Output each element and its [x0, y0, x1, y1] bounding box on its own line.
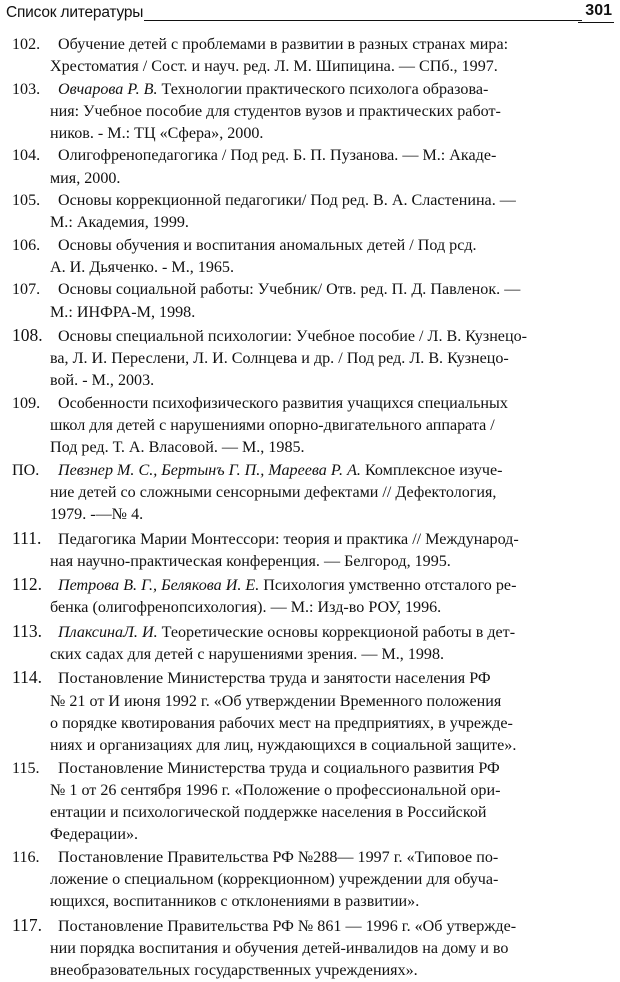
reference-line [12, 573, 614, 597]
reference-line [12, 802, 614, 824]
reference-number: 115. [12, 759, 40, 777]
reference-line [12, 869, 614, 891]
reference-number: 102. [12, 36, 41, 53]
reference-text: Хрестоматия / Сост. и науч. ред. Л. М. Шипицина. — СПб., 1997. [50, 58, 498, 76]
reference-number: 112. [12, 574, 42, 595]
reference-text: Технологии практического психолога образова- [157, 80, 489, 98]
reference-text: Обучение детей с проблемами в развитии в разных странах мира: [58, 36, 509, 53]
reference-text: Педагогика Марии Монтессори: теория и практика // Международ- [58, 530, 519, 548]
reference-number: 114. [12, 667, 42, 688]
reference-text: ложение о специальном (коррекционном) учреждении для обуча- [50, 870, 499, 888]
reference-entry [12, 847, 614, 914]
reference-line [12, 758, 614, 780]
reference-number: ПО. [12, 461, 40, 479]
reference-line [12, 190, 614, 212]
reference-text: М.: ИНФРА-М, 1998. [50, 303, 196, 321]
reference-text: Психология умственно отсталого ре- [259, 577, 517, 595]
reference-line [12, 847, 614, 869]
reference-line [12, 527, 614, 551]
reference-entry [12, 79, 614, 146]
reference-entry [12, 145, 614, 190]
reference-text: школ для детей с нарушениями опорно-двигательного аппарата / [50, 417, 495, 435]
reference-entry [12, 460, 614, 527]
reference-line [12, 79, 614, 101]
reference-line [12, 235, 614, 257]
reference-text: ющихся, воспитанников с отклонениями в развитии». [50, 893, 420, 911]
reference-text: Основы обучения и воспитания аномальных детей / Под рсд. [58, 236, 477, 254]
reference-line [12, 257, 614, 279]
reference-text: Постановление Правительства РФ №288— 1997 г. «Типовое по- [58, 848, 499, 866]
reference-entry [12, 190, 614, 235]
reference-text: Олигофренопедагогика / Под ред. Б. П. Пузанова. — М.: Акаде- [58, 147, 497, 165]
reference-text: № 1 от 26 сентября 1996 г. «Положение о профессиональной ори- [50, 781, 501, 799]
reference-line [12, 56, 614, 78]
reference-entry [12, 573, 614, 620]
reference-line [12, 938, 614, 960]
reference-text: Постановление Министерства труда и социального развития РФ [58, 759, 500, 777]
reference-line [12, 735, 614, 757]
reference-text: Постановление Правительства РФ № 861 — 1996 г. «Об утвержде- [58, 917, 517, 935]
reference-line [12, 551, 614, 573]
reference-line [12, 415, 614, 437]
reference-line [12, 891, 614, 913]
reference-line [12, 212, 614, 234]
reference-text: вой. - М., 2003. [50, 372, 155, 390]
reference-number: 104. [12, 147, 41, 165]
reference-entry [12, 324, 614, 393]
reference-text: о порядке квотирования рабочих мест на предприятиях, в учрежде- [50, 714, 513, 732]
reference-line [12, 168, 614, 190]
reference-text: А. И. Дьяченко. - М., 1965. [50, 258, 234, 276]
reference-entry [12, 34, 614, 79]
page-header [6, 2, 614, 26]
reference-entry [12, 393, 614, 460]
reference-authors: Овчарова Р. В. [58, 80, 158, 98]
reference-text: внеобразовательных государственных учреждениях». [50, 962, 418, 980]
page-number: 301 [585, 2, 612, 19]
reference-line [12, 620, 614, 644]
reference-line [12, 597, 614, 619]
reference-entry [12, 758, 614, 847]
reference-line [12, 666, 614, 690]
reference-line [12, 279, 614, 301]
reference-text: мия, 2000. [50, 169, 121, 187]
reference-authors: Певзнер М. С., Бертынъ Г. П., Мареева Р. А. [58, 461, 361, 479]
reference-text: Под ред. Т. А. Власовой. — М., 1985. [50, 439, 305, 457]
reference-line [12, 504, 614, 526]
reference-line [12, 824, 614, 846]
reference-text: ния: Учебное пособие для студентов вузов и практических работ- [50, 102, 501, 120]
reference-entry [12, 914, 614, 982]
reference-line [12, 460, 614, 482]
reference-number: 111. [12, 527, 42, 548]
reference-number: 106. [12, 236, 41, 254]
header-rule [144, 20, 582, 21]
reference-number: 103. [12, 80, 41, 98]
reference-text: ентации и психологической поддержке населения в Российской [50, 804, 487, 822]
reference-text: Федерации». [50, 826, 139, 844]
reference-text: Теоретические основы коррекционой работы в дет- [157, 623, 516, 641]
reference-line [12, 145, 614, 167]
reference-line [12, 482, 614, 504]
reference-line [12, 370, 614, 392]
reference-text: ниях и организациях для лиц, нуждающихся в социальной защите». [50, 737, 517, 755]
reference-text: Основы специальной психологии: Учебное пособие / Л. В. Кузнецо- [58, 327, 527, 345]
reference-text: ских садах для детей с нарушениями зрения. — М., 1998. [50, 646, 445, 664]
reference-text: Основы социальной работы: Учебник/ Отв. ред. П. Д. Павленок. — [58, 281, 521, 299]
reference-line [12, 780, 614, 802]
reference-entry [12, 279, 614, 324]
reference-line [12, 324, 614, 348]
reference-text: Основы коррекционной педагогики/ Под ред. В. А. Сластенина. — [58, 192, 516, 210]
reference-number: 116. [12, 848, 40, 866]
reference-text: ва, Л. И. Переслени, Л. И. Солнцева и др. / Под ред. Л. В. Кузнецо- [50, 350, 509, 368]
reference-number: 113. [12, 620, 42, 641]
reference-line [12, 713, 614, 735]
reference-line [12, 101, 614, 123]
reference-authors: Петрова В. Г., Белякова И. Е. [58, 577, 260, 595]
reference-text: Особенности психофизического развития учащихся специальных [58, 394, 508, 412]
reference-line [12, 348, 614, 370]
reference-text: 1979. -—№ 4. [50, 506, 144, 524]
reference-line [12, 302, 614, 324]
reference-text: ников. - М.: ТЦ «Сфера», 2000. [50, 125, 264, 143]
reference-line [12, 393, 614, 415]
reference-entry [12, 666, 614, 757]
reference-authors: ПлаксинаЛ. И. [58, 623, 158, 641]
reference-text: Постановление Министерства труда и занятости населения РФ [58, 670, 491, 688]
reference-line [12, 437, 614, 459]
reference-text: Комплексное изуче- [360, 461, 503, 479]
reference-list [12, 34, 614, 982]
reference-text: ние детей со сложными сенсорными дефектами // Дефектология, [50, 483, 497, 501]
reference-line [12, 123, 614, 145]
reference-number: 109. [12, 394, 41, 412]
reference-entry [12, 620, 614, 667]
reference-line [12, 914, 614, 938]
reference-text: ная научно-практическая конференция. — Белгород, 1995. [50, 552, 451, 570]
reference-text: нии порядка воспитания и обучения детей-инвалидов на дому и во [50, 939, 509, 957]
reference-line [12, 644, 614, 666]
reference-text: № 21 от И июня 1992 г. «Об утверждении Временного положения [50, 692, 502, 710]
reference-line [12, 691, 614, 713]
reference-number: 117. [12, 914, 42, 935]
reference-line [12, 960, 614, 982]
running-title: Список литературы [6, 4, 144, 21]
reference-number: 108. [12, 324, 43, 345]
reference-entry [12, 527, 614, 574]
reference-entry [12, 235, 614, 280]
page-number-underline [578, 22, 614, 23]
reference-number: 105. [12, 192, 41, 210]
reference-text: М.: Академия, 1999. [50, 214, 189, 232]
reference-number: 107. [12, 281, 41, 299]
reference-line [12, 34, 614, 56]
reference-text: бенка (олигофренопсихология). — М.: Изд-во РОУ, 1996. [50, 599, 442, 617]
